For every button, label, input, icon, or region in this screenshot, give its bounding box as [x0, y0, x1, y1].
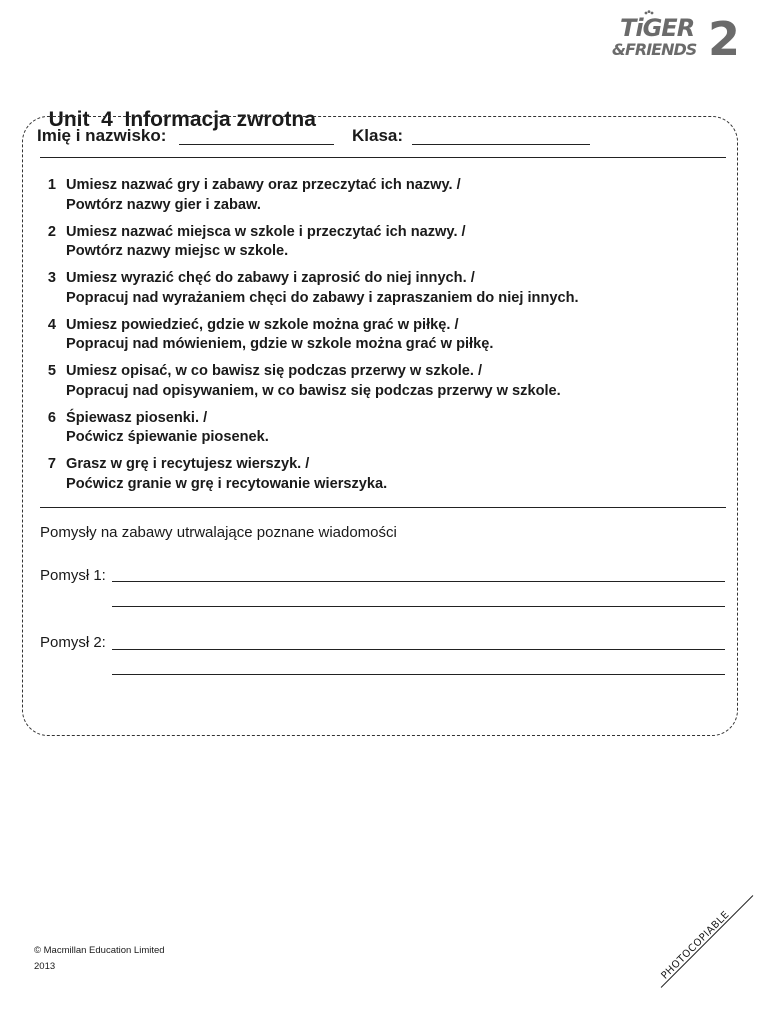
- copyright-text: © Macmillan Education Limited: [34, 945, 165, 956]
- feedback-item: [40, 176, 720, 223]
- item-skill: Śpiewasz piosenki. /: [66, 409, 208, 426]
- idea-1-label: Pomysł 1:: [40, 567, 106, 584]
- item-number: 6: [47, 409, 56, 426]
- item-skill: Grasz w grę i recytujesz wierszyk. /: [66, 456, 310, 472]
- item-number: 7: [47, 456, 56, 472]
- idea-1-line-1[interactable]: [112, 581, 725, 582]
- ideas-header: Pomysły na zabawy utrwalające poznane wiadomości: [40, 524, 397, 541]
- class-label: Klasa:: [352, 126, 404, 145]
- unit-label: Unit 4: [48, 108, 113, 131]
- feedback-list: [40, 176, 720, 502]
- item-practice: Powtórz nazwy miejsc w szkole.: [66, 243, 289, 259]
- feedback-item: [40, 316, 720, 363]
- item-text: [66, 223, 466, 262]
- tiger-friends-logo: [612, 14, 742, 70]
- item-number: 4: [47, 316, 56, 333]
- item-practice: Popracuj nad wyrażaniem chęci do zabawy i zapraszaniem do niej innych.: [66, 289, 579, 306]
- item-text: [66, 316, 493, 355]
- logo-friends-text: &FRIENDS: [612, 40, 697, 59]
- divider-middle: [40, 507, 726, 508]
- item-text: [66, 269, 579, 308]
- item-number: 1: [47, 177, 56, 193]
- name-class-row: [37, 126, 737, 150]
- item-practice: Powtórz nazwy gier i zabaw.: [66, 196, 261, 213]
- item-skill: Umiesz powiedzieć, gdzie w szkole można grać w piłkę. /: [66, 316, 459, 333]
- divider-top: [40, 157, 726, 158]
- idea-2-line-1[interactable]: [112, 649, 725, 650]
- class-field[interactable]: [412, 144, 590, 145]
- name-field[interactable]: [179, 144, 334, 145]
- item-number: 5: [47, 363, 56, 379]
- feedback-item: [40, 455, 720, 502]
- item-number: 2: [47, 223, 56, 240]
- item-practice: Poćwicz śpiewanie piosenek.: [66, 429, 269, 445]
- logo-level-number: 2: [708, 12, 741, 66]
- item-text: [66, 455, 387, 494]
- feedback-item: [40, 223, 720, 270]
- item-skill: Umiesz wyrazić chęć do zabawy i zaprosić do niej innych. /: [66, 270, 475, 286]
- item-text: [66, 176, 461, 215]
- item-number: 3: [47, 270, 56, 286]
- idea-2-label: Pomysł 2:: [40, 634, 106, 651]
- item-skill: Umiesz nazwać gry i zabawy oraz przeczytać ich nazwy. /: [66, 177, 461, 193]
- logo-tiger-text: TiGER: [620, 14, 695, 42]
- feedback-item: [40, 362, 720, 409]
- copyright: [34, 943, 165, 975]
- item-skill: Umiesz nazwać miejsca w szkole i przeczytać ich nazwy. /: [66, 223, 466, 240]
- item-practice: Popracuj nad mówieniem, gdzie w szkole można grać w piłkę.: [66, 336, 494, 352]
- photocopiable-label: PHOTOCOPIABLE: [659, 909, 732, 982]
- item-text: [66, 409, 269, 448]
- idea-1-line-2[interactable]: [112, 606, 725, 607]
- name-label: Imię i nazwisko:: [37, 126, 167, 145]
- idea-2-line-2[interactable]: [112, 674, 725, 675]
- feedback-item: [40, 269, 720, 316]
- feedback-item: [40, 409, 720, 456]
- item-practice: Popracuj nad opisywaniem, w co bawisz się podczas przerwy w szkole.: [66, 382, 561, 399]
- copyright-year: 2013: [34, 961, 56, 972]
- item-practice: Poćwicz granie w grę i recytowanie wierszyka.: [66, 475, 388, 492]
- title-text: Informacja zwrotna: [124, 108, 316, 131]
- item-text: [66, 362, 561, 401]
- item-skill: Umiesz opisać, w co bawisz się podczas przerwy w szkole. /: [66, 363, 483, 379]
